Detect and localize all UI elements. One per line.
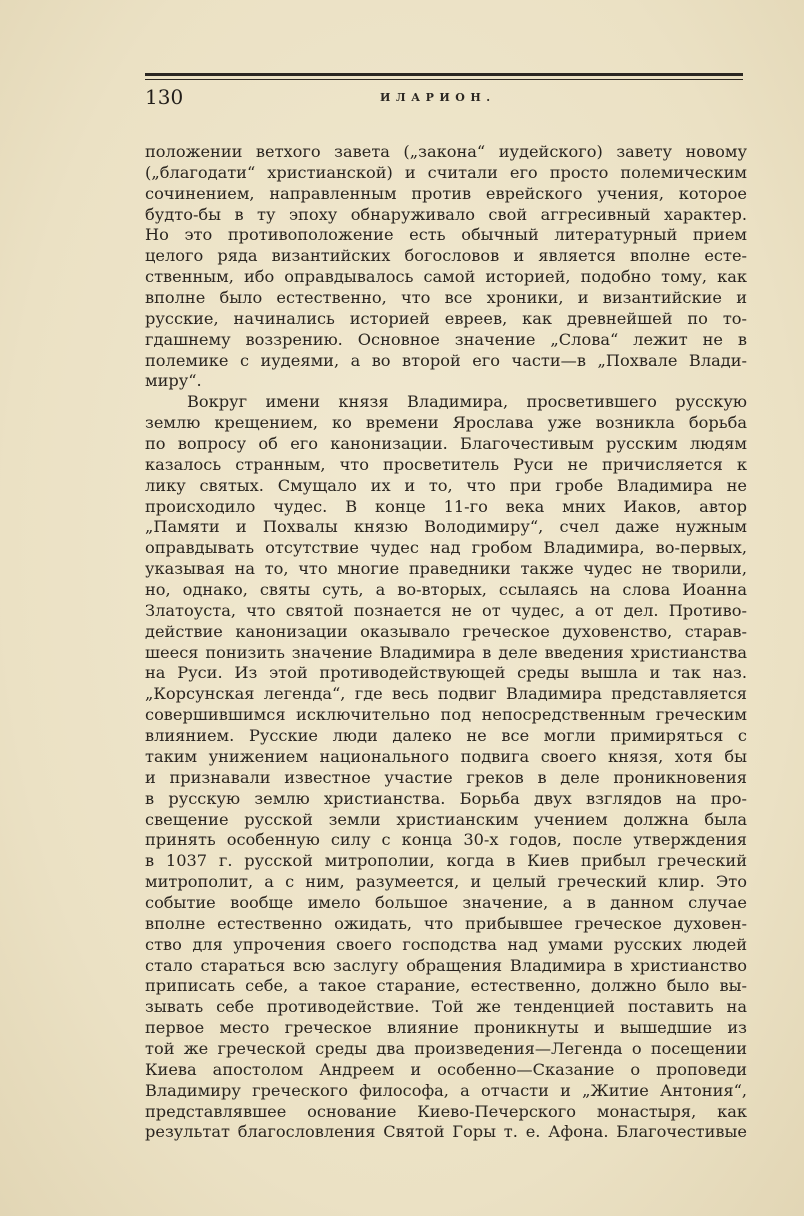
text-line: таким унижением национального подвига своего князя, хотя бы [145,746,747,766]
header-rule-thick [145,73,743,76]
text-line: той же греческой среды два произведения—Легенда о посещении [145,1038,747,1058]
text-line: землю крещением, ко времени Ярослава уже возникла борьба [145,413,747,433]
text-line: по вопросу об его канонизации. Благочестивым русским людям [145,434,747,454]
text-line: в русскую землю христианства. Борьба двух взглядов на про- [145,788,747,808]
text-line: Киева апостолом Андреем и особенно—Сказание о проповеди [145,1059,747,1079]
text-line: влиянием. Русские люди далеко не все могли примиряться с [145,726,747,746]
text-line: первое место греческое влияние проникнуты и вышедшие из [145,1018,747,1038]
text-line: принять особенную силу с конца 30-х годов, после утверждения [145,830,747,850]
text-line: „Памяти и Похвалы князю Володимиру“, счел даже нужным [145,517,747,537]
paragraph [145,392,747,1143]
text-line: действие канонизации оказывало греческое духовенство, старав- [145,621,747,641]
text-line: указывая на то, что многие праведники также чудес не творили, [145,559,747,579]
text-line: но, однако, святы суть, а во-вторых, ссылаясь на слова Иоанна [145,580,747,600]
text-line: происходило чудес. В конце 11-го века мних Иаков, автор [145,496,747,516]
text-line: целого ряда византийских богословов и является вполне есте- [145,246,747,266]
text-line: ственным, ибо оправдывалось самой историей, подобно тому, как [145,267,747,287]
text-line: русские, начинались историей евреев, как древнейшей по то- [145,308,747,328]
text-line: на Руси. Из этой противодействующей среды вышла и так наз. [145,663,747,683]
header-rule-thin [145,79,743,80]
text-line: казалось странным, что просветитель Руси не причисляется к [145,454,747,474]
text-line: вполне было естественно, что все хроники, и византийские и [145,288,747,308]
running-head: ИЛАРИОН. [380,91,496,104]
page-number: 130 [145,85,184,109]
text-line: вполне естественно ожидать, что прибывшее греческое духовен- [145,913,747,933]
text-line: и признавали известное участие греков в деле проникновения [145,767,747,787]
text-line: „Корсунская легенда“, где весь подвиг Владимира представляется [145,684,747,704]
text-line: миру“. [145,371,202,391]
text-line: приписать себе, а такое старание, естественно, должно было вы- [145,976,747,996]
text-line: Златоуста, что святой познается не от чудес, а от дел. Противо- [145,600,747,620]
text-line: гдашнему воззрению. Основное значение „Слова“ лежит не в [145,329,747,349]
page-header [145,86,743,110]
body-text [145,142,747,1143]
text-line: будто-бы в ту эпоху обнаруживало свой аггресивный характер. [145,204,747,224]
text-line: стало стараться всю заслугу обращения Владимира в христианство [145,955,747,975]
text-line: лику святых. Смущало их и то, что при гробе Владимира не [145,475,747,495]
text-line: ство для упрочения своего господства над умами русских людей [145,934,747,954]
text-line: совершившимся исключительно под непосредственным греческим [145,705,747,725]
text-line: оправдывать отсутствие чудес над гробом Владимира, во-первых, [145,538,747,558]
text-line: зывать себе противодействие. Той же тенденцией поставить на [145,997,747,1017]
text-line: результат благословления Святой Горы т. е. Афона. Благочестивые [145,1122,747,1142]
text-line: Вокруг имени князя Владимира, просветившего русскую [187,392,747,412]
paragraph [145,142,747,392]
text-line: („благодати“ христианской) и считали его просто полемическим [145,162,747,182]
text-line: в 1037 г. русской митрополии, когда в Киев прибыл греческий [145,851,747,871]
text-line: Владимиру греческого философа, а отчасти и „Житие Антония“, [145,1080,747,1100]
text-line: положении ветхого завета („закона“ иудейского) завету новому [145,142,747,161]
text-line: митрополит, а с ним, разумеется, и целый греческий клир. Это [145,872,747,892]
text-line: событие вообще имело большое значение, а в данном случае [145,892,747,912]
text-line: свещение русской земли христианским учением должна была [145,809,747,829]
text-line: сочинением, направленным против еврейского учения, которое [145,183,747,203]
text-line: представлявшее основание Киево-Печерского монастыря, как [145,1101,747,1121]
text-line: шееся понизить значение Владимира в деле введения христианства [145,642,747,662]
text-line: Но это противоположение есть обычный литературный прием [145,225,747,245]
text-line: полемике с иудеями, а во второй его части—в „Похвале Влади- [145,350,747,370]
